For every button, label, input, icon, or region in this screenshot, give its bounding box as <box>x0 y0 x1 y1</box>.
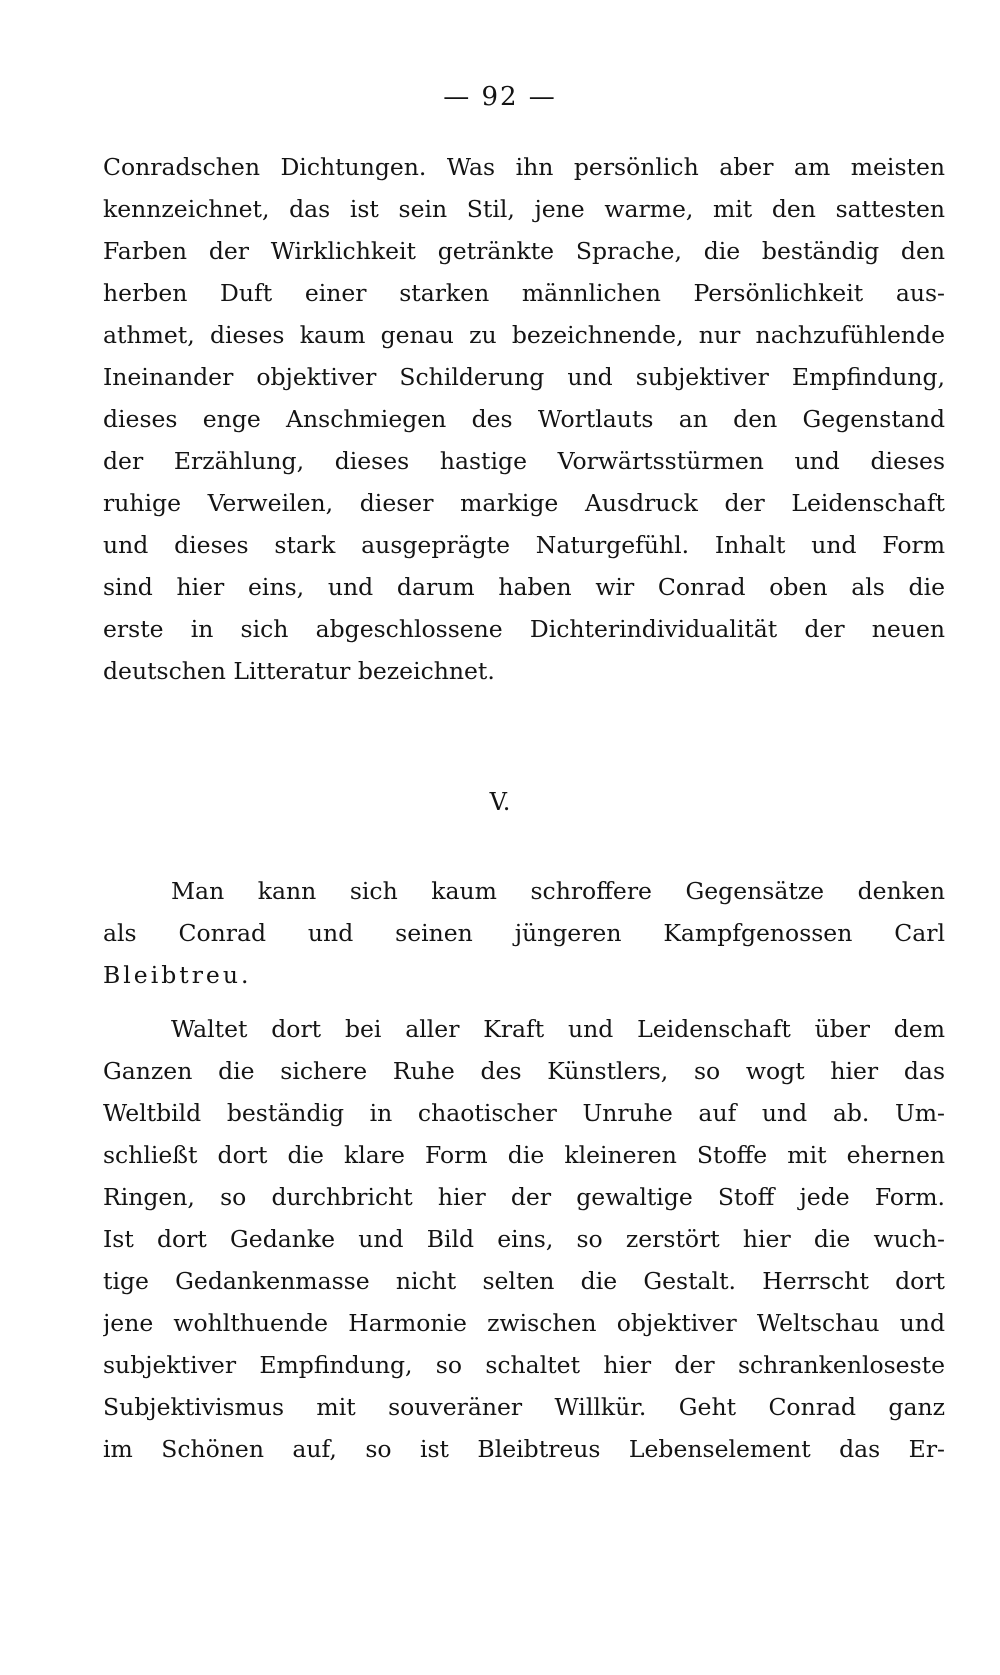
paragraph-3 <box>103 1008 945 1470</box>
text-line: deutschen Litteratur bezeichnet. <box>103 657 495 685</box>
text-line: Weltbild beständig in chaotischer Unruhe auf und ab. Um- <box>103 1099 945 1127</box>
text-line: Ganzen die sichere Ruhe des Künstlers, so wogt hier das <box>103 1057 945 1085</box>
text-line: Farben der Wirklichkeit getränkte Sprache, die beständig den <box>103 237 945 265</box>
text-line: im Schönen auf, so ist Bleibtreus Lebenselement das Er- <box>103 1435 945 1463</box>
text-line: erste in sich abgeschlossene Dichterindividualität der neuen <box>103 615 945 643</box>
section-heading: V. <box>489 788 511 816</box>
text-line: schließt dort die klare Form die kleineren Stoffe mit ehernen <box>103 1141 945 1169</box>
text-line: kennzeichnet, das ist sein Stil, jene warme, mit den sattesten <box>103 195 945 223</box>
text-line: Bleibtreu. <box>103 961 252 989</box>
text-line: Ineinander objektiver Schilderung und subjektiver Empfindung, <box>103 363 945 391</box>
text-line: und dieses stark ausgeprägte Naturgefühl. Inhalt und Form <box>103 531 945 559</box>
text-line: jene wohlthuende Harmonie zwischen objektiver Weltschau und <box>103 1309 945 1337</box>
text-line: Waltet dort bei aller Kraft und Leidenschaft über dem <box>171 1015 945 1043</box>
text-line: Ist dort Gedanke und Bild eins, so zerstört hier die wuch- <box>103 1225 945 1253</box>
text-line: tige Gedankenmasse nicht selten die Gestalt. Herrscht dort <box>103 1267 945 1295</box>
text-line: Subjektivismus mit souveräner Willkür. Geht Conrad ganz <box>103 1393 945 1421</box>
text-line: Man kann sich kaum schroffere Gegensätze denken <box>171 877 945 905</box>
text-line: dieses enge Anschmiegen des Wortlauts an den Gegenstand <box>103 405 945 433</box>
text-line: athmet, dieses kaum genau zu bezeichnende, nur nachzufühlende <box>103 321 945 349</box>
text-line: herben Duft einer starken männlichen Persönlichkeit aus- <box>103 279 945 307</box>
paragraph-1 <box>103 146 945 692</box>
paragraph-2 <box>103 870 945 996</box>
page-number: — 92 — <box>443 82 557 112</box>
text-line: Conradschen Dichtungen. Was ihn persönlich aber am meisten <box>103 153 945 181</box>
text-line: ruhige Verweilen, dieser markige Ausdruck der Leidenschaft <box>103 489 945 517</box>
text-line: Ringen, so durchbricht hier der gewaltige Stoff jede Form. <box>103 1183 945 1211</box>
text-line: sind hier eins, und darum haben wir Conrad oben als die <box>103 573 945 601</box>
text-line: subjektiver Empfindung, so schaltet hier der schrankenloseste <box>103 1351 945 1379</box>
text-line: der Erzählung, dieses hastige Vorwärtsstürmen und dieses <box>103 447 945 475</box>
text-line: als Conrad und seinen jüngeren Kampfgenossen Carl <box>103 919 945 947</box>
